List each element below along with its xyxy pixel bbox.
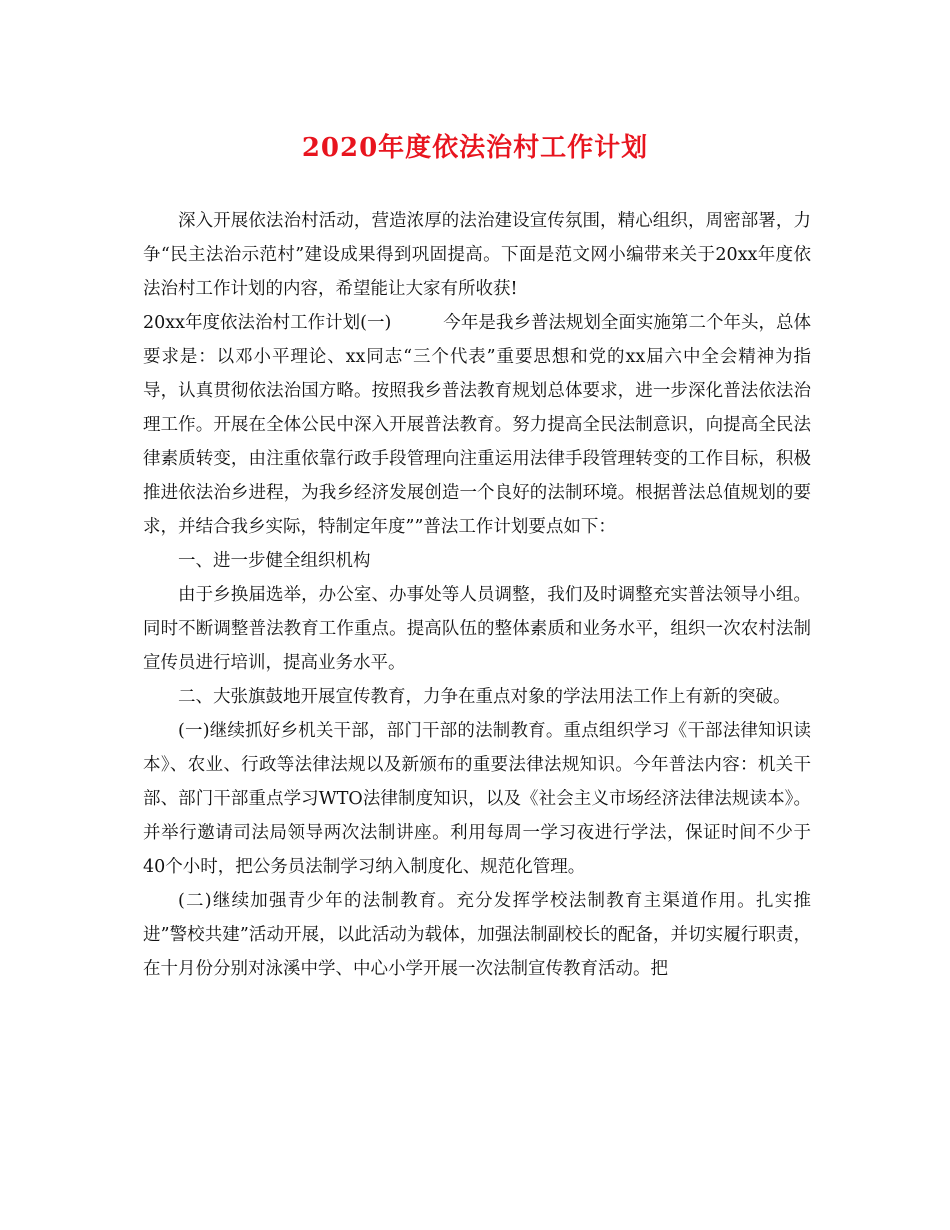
document-body: [143, 204, 811, 986]
section-heading-plan-one: 20xx年度依法治村工作计划(一): [143, 313, 392, 333]
plan-one-text: 今年是我乡普法规划全面实施第二个年头，总体要求是：以邓小平理论、xx同志“三个代表”重要思想和党的xx届六中全会精神为指导，认真贯彻依法治国方略。按照我乡普法教育规划总体要求，进一步深化普法依法治理工作。开展在全体公民中深入开展普法教育。努力提高全民法制意识，向提高全民法律素质转变，由注重依靠行政手段管理向注重运用法律手段管理转变的工作目标，积极推进依法治乡进程，为我乡经济发展创造一个良好的法制环境。根据普法总值规划的要求，并结合我乡实际，特制定年度””普法工作计划要点如下：: [143, 313, 811, 537]
section-heading-2: 二、大张旗鼓地开展宣传教育，力争在重点对象的学法用法工作上有新的突破。: [178, 687, 791, 707]
paragraph-youth-education: (二)继续加强青少年的法制教育。充分发挥学校法制教育主渠道作用。扎实推进”警校共建”活动开展，以此活动为载体，加强法制副校长的配备，并切实履行职责，在十月份分别对泳溪中学、中心小学开展一次法制宣传教育活动。把: [143, 891, 811, 979]
document-title: 2020年度依法治村工作计划: [301, 133, 649, 163]
paragraph-organization: 由于乡换届选举，办公室、办事处等人员调整，我们及时调整充实普法领导小组。同时不断调整普法教育工作重点。提高队伍的整体素质和业务水平，组织一次农村法制宣传员进行培训，提高业务水平。: [143, 585, 811, 673]
section-heading-1: 一、进一步健全组织机构: [178, 551, 371, 571]
intro-paragraph: 深入开展依法治村活动，营造浓厚的法治建设宣传氛围，精心组织，周密部署，力争“民主法治示范村”建设成果得到巩固提高。下面是范文网小编带来关于20xx年度依法治村工作计划的内容，希望能让大家有所收获!: [143, 211, 811, 299]
plan-one-paragraph: [143, 306, 811, 544]
paragraph-cadre-education: (一)继续抓好乡机关干部，部门干部的法制教育。重点组织学习《干部法律知识读本》、农业、行政等法律法规以及新颁布的重要法律法规知识。今年普法内容：机关干部、部门干部重点学习WTO法律制度知识，以及《社会主义市场经济法律法规读本》。并举行邀请司法局领导两次法制讲座。利用每周一学习夜进行学法，保证时间不少于40个小时，把公务员法制学习纳入制度化、规范化管理。: [143, 721, 811, 877]
